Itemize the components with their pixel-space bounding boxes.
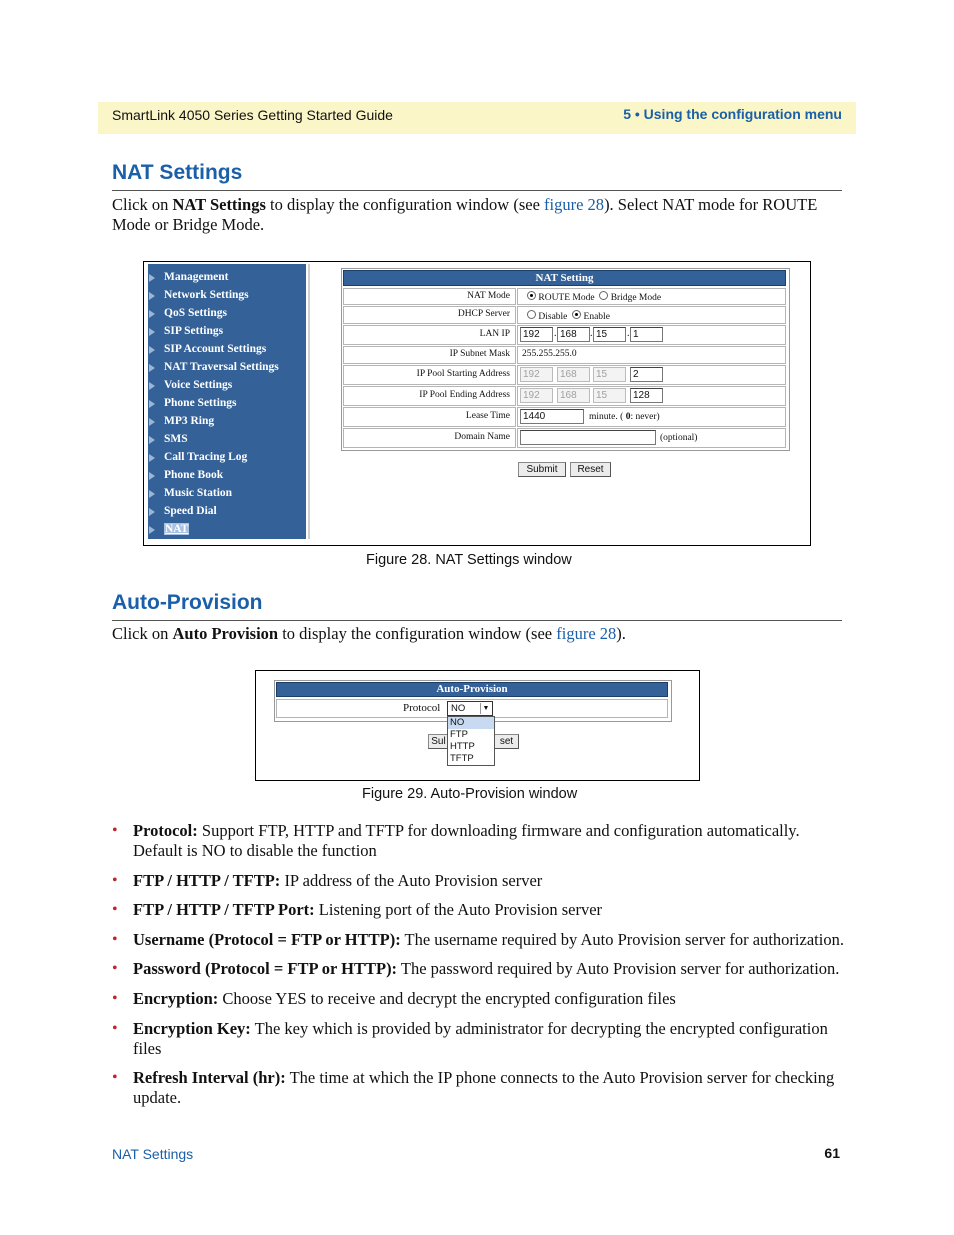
sidebar-menu-item[interactable]: Network Settings (164, 289, 249, 301)
route-mode-radio[interactable] (527, 291, 536, 300)
dropdown-option[interactable]: TFTP (450, 753, 474, 764)
menu-arrow-icon (149, 382, 155, 390)
pool-start-octet-4[interactable]: 2 (630, 367, 663, 382)
domain-name-label: Domain Name (454, 432, 510, 442)
protocol-label: Protocol (403, 702, 441, 714)
protocol-dropdown-list (447, 716, 495, 766)
pool-end-label: IP Pool Ending Address (419, 390, 510, 400)
bullet-icon: • (112, 872, 118, 889)
protocol-select[interactable]: NO ▼ (447, 701, 493, 716)
pool-end-octet-3: 15 (593, 388, 626, 403)
menu-arrow-icon (149, 346, 155, 354)
pool-end-octet-1: 192 (520, 388, 553, 403)
auto-provision-intro: Click on Auto Provision to display the configuration window (see figure 28). (112, 624, 626, 643)
reset-button[interactable]: Reset (570, 462, 611, 477)
nat-intro: Click on NAT Settings to display the configuration window (see figure 28). Select NAT mode for ROUTE Mode or Bridge Mode. (112, 195, 818, 234)
submit-button[interactable]: Submit (518, 462, 566, 477)
dhcp-enable-radio[interactable] (572, 310, 581, 319)
menu-arrow-icon (149, 274, 155, 282)
domain-optional-note: (optional) (660, 433, 698, 443)
bullet-icon: • (112, 822, 118, 839)
pool-start-octet-2: 168 (557, 367, 590, 382)
sidebar-menu-item[interactable]: Phone Book (164, 469, 224, 481)
reset-button[interactable]: set (495, 734, 519, 749)
figure-29-caption: Figure 29. Auto-Provision window (362, 786, 578, 802)
dhcp-server-label: DHCP Server (457, 309, 510, 319)
bridge-mode-radio[interactable] (599, 291, 608, 300)
menu-arrow-icon (149, 364, 155, 372)
bullet-icon: • (112, 1069, 118, 1086)
menu-arrow-icon (149, 418, 155, 426)
sidebar-menu-item[interactable]: Music Station (164, 487, 233, 499)
submit-button[interactable]: Sul (428, 734, 448, 749)
domain-name-input[interactable] (520, 430, 656, 445)
sidebar-menu-item[interactable]: Voice Settings (164, 379, 233, 391)
dhcp-disable-radio[interactable] (527, 310, 536, 319)
nat-mode-options: ROUTE Mode Bridge Mode (527, 291, 661, 303)
lan-ip-octet-2[interactable]: 168 (557, 327, 590, 342)
sidebar-menu-item[interactable]: Management (164, 271, 229, 283)
figure-link[interactable]: figure 28 (556, 624, 617, 643)
bullet-icon: • (112, 931, 118, 948)
pool-start-octet-1: 192 (520, 367, 553, 382)
menu-arrow-icon (149, 400, 155, 408)
sidebar-menu-item[interactable]: NAT (165, 523, 189, 535)
sidebar-menu-item[interactable]: Speed Dial (164, 505, 217, 517)
nat-mode-label: NAT Mode (467, 291, 510, 301)
sidebar-menu-item[interactable]: Call Tracing Log (164, 451, 248, 463)
menu-arrow-icon (149, 526, 155, 534)
menu-arrow-icon (149, 310, 155, 318)
dropdown-option[interactable]: FTP (450, 729, 468, 740)
footer-section: NAT Settings (112, 1146, 194, 1162)
dropdown-option[interactable]: HTTP (450, 741, 475, 752)
section-rule (112, 620, 842, 621)
lease-time-label: Lease Time (465, 411, 510, 421)
lan-ip-octet-1[interactable]: 192 (520, 327, 553, 342)
section-title-nat: NAT Settings (112, 161, 243, 184)
lease-time-input[interactable]: 1440 (520, 409, 584, 424)
subnet-mask-label: IP Subnet Mask (449, 349, 510, 359)
section-rule (112, 190, 842, 191)
pool-start-octet-3: 15 (593, 367, 626, 382)
sidebar-menu-item[interactable]: Phone Settings (164, 397, 237, 409)
chapter-title: 5 • Using the configuration menu (623, 106, 842, 122)
sidebar-divider (308, 264, 310, 539)
nat-setting-title: NAT Setting (343, 270, 786, 286)
menu-arrow-icon (149, 508, 155, 516)
sidebar-menu-item[interactable]: QoS Settings (164, 307, 227, 319)
dhcp-options: Disable Enable (527, 310, 610, 322)
figure-link[interactable]: figure 28 (544, 195, 605, 214)
section-title-auto-provision: Auto-Provision (112, 591, 263, 614)
pool-end-octet-2: 168 (557, 388, 590, 403)
sidebar-menu-item[interactable]: SMS (164, 433, 188, 445)
menu-arrow-icon (149, 472, 155, 480)
menu-arrow-icon (149, 292, 155, 300)
bullet-icon: • (112, 960, 118, 977)
lan-ip-octet-3[interactable]: 15 (593, 327, 626, 342)
pool-end-octet-4[interactable]: 128 (630, 388, 663, 403)
menu-arrow-icon (149, 454, 155, 462)
bullet-icon: • (112, 1020, 118, 1037)
page-number: 61 (824, 1145, 840, 1161)
guide-title: SmartLink 4050 Series Getting Started Guide (112, 107, 393, 123)
dropdown-option[interactable]: NO (448, 717, 494, 729)
menu-arrow-icon (149, 490, 155, 498)
lan-ip-octet-4[interactable]: 1 (630, 327, 663, 342)
bullet-icon: • (112, 901, 118, 918)
auto-provision-title: Auto-Provision (276, 682, 668, 697)
pool-start-label: IP Pool Starting Address (416, 369, 510, 379)
menu-arrow-icon (149, 328, 155, 336)
sidebar-menu-item[interactable]: MP3 Ring (164, 415, 215, 427)
sidebar-menu-item[interactable]: SIP Account Settings (164, 343, 267, 355)
sidebar-menu-item[interactable]: SIP Settings (164, 325, 224, 337)
bullet-icon: • (112, 990, 118, 1007)
subnet-mask-value: 255.255.255.0 (522, 349, 577, 359)
lease-time-note: minute. ( 0: never) (589, 412, 660, 422)
sidebar-menu-item[interactable]: NAT Traversal Settings (164, 361, 279, 373)
figure-28-caption: Figure 28. NAT Settings window (366, 552, 572, 568)
lan-ip-label: LAN IP (479, 329, 510, 339)
menu-arrow-icon (149, 436, 155, 444)
chevron-down-icon[interactable]: ▼ (480, 703, 491, 714)
